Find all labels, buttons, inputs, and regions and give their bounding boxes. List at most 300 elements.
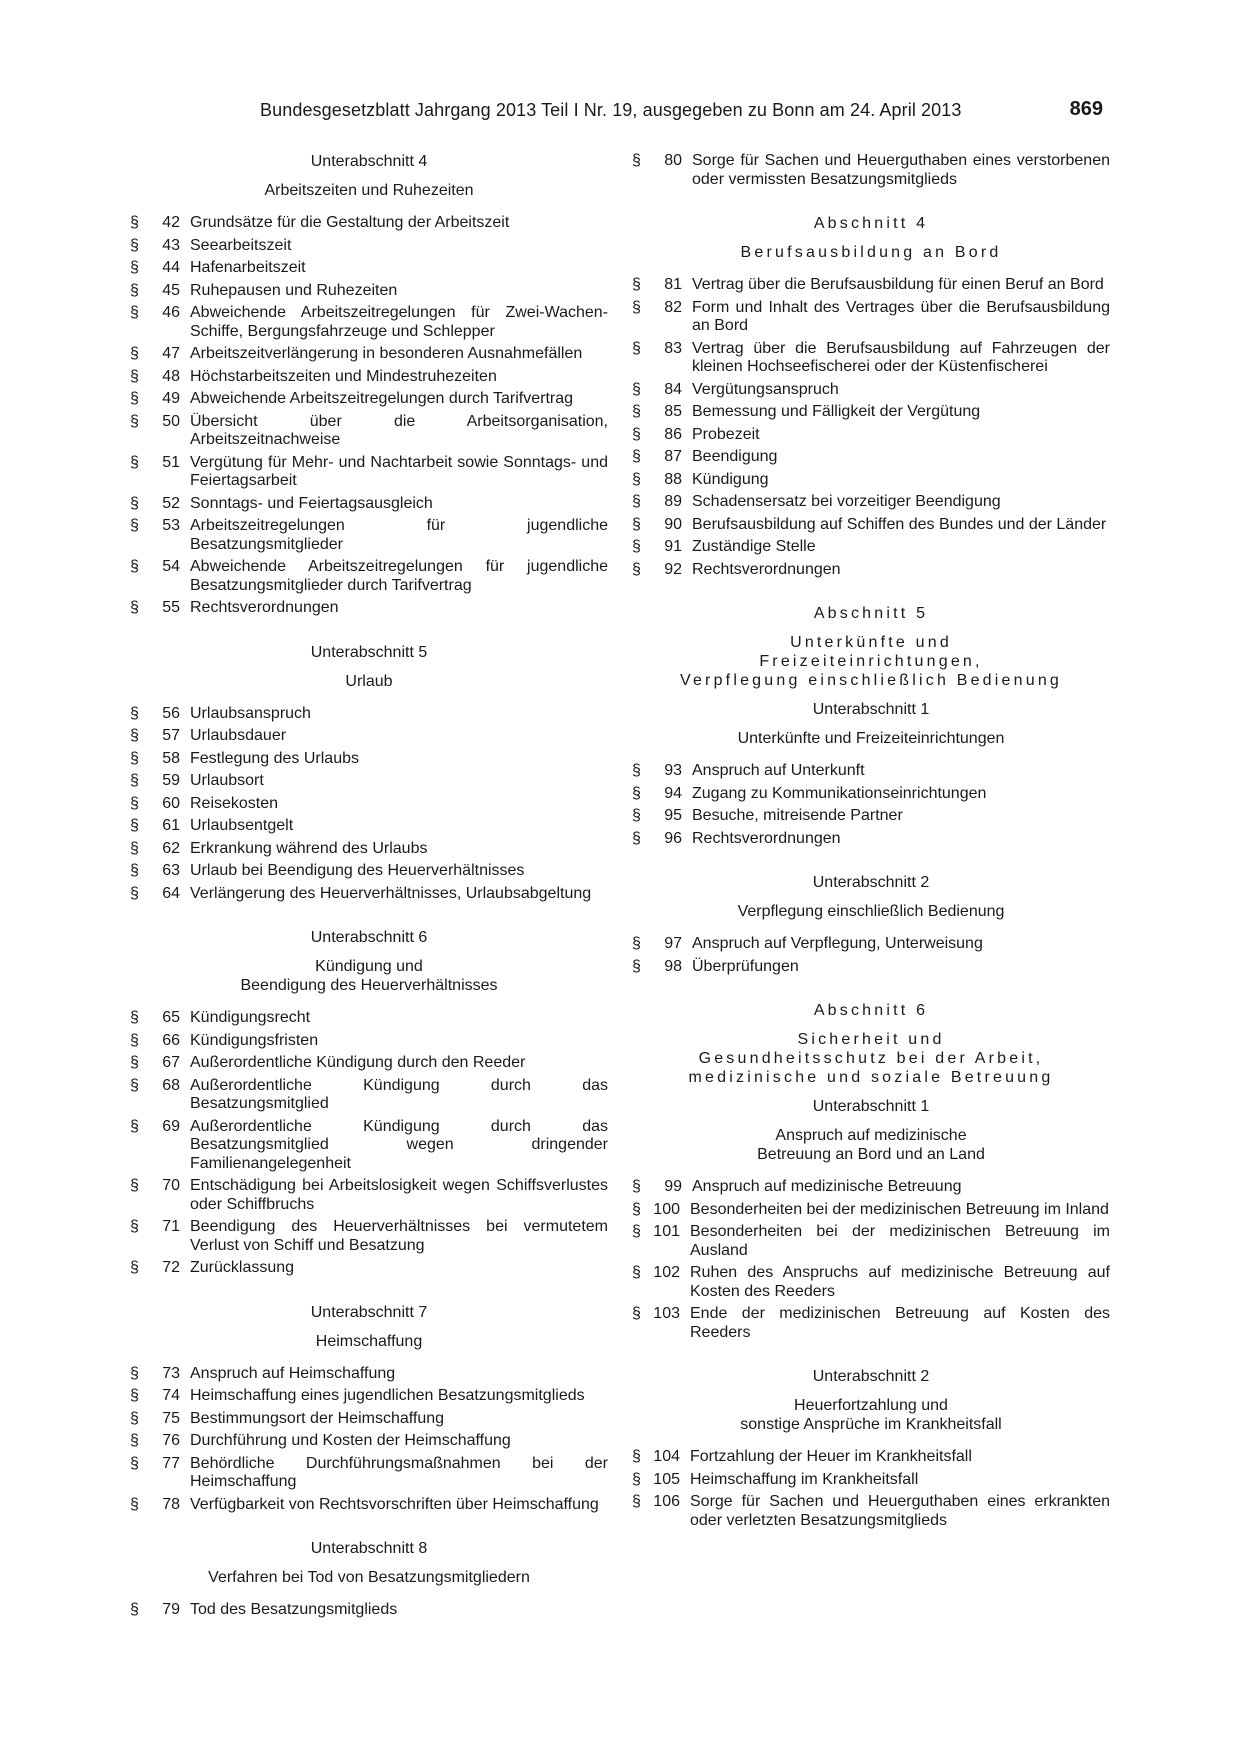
toc-entry: [632, 448, 1110, 467]
toc-entry: [632, 276, 1110, 295]
paragraph-title: Verfügbarkeit von Rechtsvorschriften über Heimschaffung: [190, 1495, 599, 1513]
paragraph-symbol: §: [632, 1448, 641, 1465]
paragraph-number: 100: [653, 1200, 680, 1218]
toc-entry: [130, 1009, 608, 1028]
paragraph-number: 102: [653, 1264, 680, 1281]
heading-line: Abschnitt 6: [813, 1002, 929, 1019]
paragraph-symbol: §: [130, 453, 139, 471]
paragraph-symbol: §: [130, 1054, 139, 1071]
paragraph-symbol: §: [130, 884, 139, 902]
subsection-heading: [130, 957, 608, 995]
paragraph-symbol: §: [632, 807, 641, 824]
toc-entry: [130, 282, 608, 301]
paragraph-title: Außerordentliche Kündigung durch das Besatzungsmitglied wegen dringender Familienangelegenheit: [190, 1117, 608, 1172]
paragraph-number: 89: [664, 493, 682, 510]
toc-entry: [130, 1365, 608, 1384]
paragraph-symbol: §: [632, 1178, 641, 1195]
paragraph-number: 83: [664, 339, 682, 357]
paragraph-symbol: §: [130, 1601, 139, 1618]
toc-entry: [130, 304, 608, 341]
paragraph-symbol: §: [632, 1200, 641, 1218]
toc-entry: [130, 558, 608, 595]
subsection-heading: [130, 928, 608, 947]
subsection-heading: [632, 1396, 1110, 1434]
paragraph-symbol: §: [130, 1259, 139, 1276]
paragraph-symbol: §: [130, 1076, 139, 1094]
toc-entry: [632, 471, 1110, 490]
paragraph-title: Urlaubsanspruch: [190, 704, 311, 722]
paragraph-title: Vertrag über die Berufsausbildung auf Fahrzeugen der kleinen Hochseefischerei oder der Küstenfischerei: [692, 339, 1110, 375]
section-heading: [632, 243, 1110, 262]
paragraph-number: 101: [653, 1223, 680, 1240]
paragraph-title: Fortzahlung der Heuer im Krankheitsfall: [690, 1448, 972, 1465]
paragraph-title: Hafenarbeitszeit: [190, 259, 306, 276]
paragraph-title: Grundsätze für die Gestaltung der Arbeitszeit: [190, 214, 510, 231]
toc-entry: [130, 1259, 608, 1278]
heading-line: Unterkünfte und: [790, 634, 952, 651]
paragraph-symbol: §: [632, 1493, 641, 1510]
subsection-heading: [130, 181, 608, 200]
heading-line: Abschnitt 5: [813, 605, 929, 622]
paragraph-title: Bestimmungsort der Heimschaffung: [190, 1409, 445, 1427]
paragraph-symbol: §: [632, 380, 641, 398]
heading-line: Freizeiteinrichtungen,: [759, 653, 983, 670]
paragraph-title: Zugang zu Kommunikationseinrichtungen: [692, 784, 987, 802]
paragraph-symbol: §: [632, 448, 641, 465]
toc-left-column: [130, 152, 608, 1620]
section-heading: [632, 214, 1110, 233]
paragraph-title: Anspruch auf medizinische Betreuung: [692, 1178, 962, 1195]
subsection-heading: [130, 1332, 608, 1351]
paragraph-symbol: §: [130, 1432, 139, 1449]
section-heading: [632, 633, 1110, 690]
paragraph-title: Seearbeitszeit: [190, 236, 292, 254]
toc-entry: [130, 1455, 608, 1492]
toc-entry: [130, 817, 608, 836]
toc-entry: [632, 1223, 1110, 1260]
paragraph-number: 59: [162, 772, 180, 789]
paragraph-number: 74: [162, 1387, 180, 1404]
paragraph-symbol: §: [130, 862, 139, 879]
paragraph-symbol: §: [632, 1223, 641, 1240]
toc-entry: [130, 862, 608, 881]
toc-entry: [130, 705, 608, 724]
paragraph-number: 79: [162, 1601, 180, 1618]
paragraph-number: 66: [162, 1031, 180, 1049]
toc-entry: [632, 493, 1110, 512]
paragraph-number: 72: [162, 1259, 180, 1276]
toc-entry: [632, 785, 1110, 804]
paragraph-number: 75: [162, 1409, 180, 1427]
heading-line: Beendigung des Heuerverhältnisses: [240, 977, 498, 994]
paragraph-number: 50: [162, 412, 180, 430]
heading-line: Verpflegung einschließlich Bedienung: [737, 903, 1005, 920]
paragraph-symbol: §: [130, 704, 139, 722]
paragraph-title: Festlegung des Urlaubs: [190, 749, 359, 767]
paragraph-number: 98: [664, 957, 682, 975]
toc-entry: [632, 830, 1110, 849]
toc-entry: [632, 381, 1110, 400]
paragraph-title: Besuche, mitreisende Partner: [692, 807, 903, 824]
subsection-heading: [130, 152, 608, 171]
paragraph-number: 99: [664, 1178, 682, 1195]
heading-line: Verfahren bei Tod von Besatzungsmitgliedern: [208, 1569, 530, 1586]
paragraph-title: Rechtsverordnungen: [692, 560, 841, 578]
paragraph-number: 57: [162, 727, 180, 744]
toc-entry: [130, 1177, 608, 1214]
heading-line: Unterkünfte und Freizeiteinrichtungen: [737, 730, 1005, 747]
heading-line: Gesundheitsschutz bei der Arbeit,: [698, 1050, 1044, 1067]
paragraph-symbol: §: [632, 784, 641, 802]
paragraph-title: Zuständige Stelle: [692, 538, 816, 555]
heading-line: Unterabschnitt 1: [812, 701, 930, 718]
paragraph-number: 53: [162, 517, 180, 534]
paragraph-title: Arbeitszeitregelungen für jugendliche Besatzungsmitglieder: [190, 517, 608, 553]
subsection-heading: [632, 1126, 1110, 1164]
subsection-heading: [632, 729, 1110, 748]
paragraph-number: 62: [162, 839, 180, 857]
paragraph-number: 58: [162, 749, 180, 767]
subsection-heading: [130, 1303, 608, 1322]
toc-entry: [130, 517, 608, 554]
paragraph-symbol: §: [130, 817, 139, 834]
paragraph-number: 46: [162, 304, 180, 321]
page-header: Bundesgesetzblatt Jahrgang 2013 Teil I Nr. 19, ausgegeben zu Bonn am 24. April 2013: [260, 100, 962, 120]
paragraph-symbol: §: [632, 935, 641, 952]
paragraph-number: 42: [162, 214, 180, 231]
paragraph-number: 48: [162, 367, 180, 385]
paragraph-symbol: §: [632, 152, 641, 169]
toc-entry: [130, 345, 608, 364]
section-heading: [632, 1030, 1110, 1087]
heading-line: Unterabschnitt 8: [310, 1540, 428, 1557]
paragraph-symbol: §: [632, 829, 641, 847]
heading-line: Unterabschnitt 2: [812, 1368, 930, 1385]
subsection-heading: [130, 1568, 608, 1587]
paragraph-number: 56: [162, 704, 180, 722]
paragraph-symbol: §: [632, 560, 641, 578]
paragraph-symbol: §: [130, 345, 139, 362]
paragraph-title: Abweichende Arbeitszeitregelungen für jugendliche Besatzungsmitglieder durch Tarifvertrag: [190, 558, 608, 594]
toc-entry: [130, 750, 608, 769]
heading-line: Unterabschnitt 5: [310, 643, 428, 661]
heading-line: medizinische und soziale Betreuung: [688, 1069, 1054, 1086]
toc-entry: [130, 1054, 608, 1073]
paragraph-number: 104: [653, 1448, 680, 1465]
subsection-heading: [632, 1097, 1110, 1116]
subsection-heading: [130, 672, 608, 691]
paragraph-number: 80: [664, 152, 682, 169]
paragraph-title: Abweichende Arbeitszeitregelungen für Zwei-Wachen-Schiffe, Bergungsfahrzeuge und Schlepper: [190, 304, 608, 340]
paragraph-symbol: §: [130, 1031, 139, 1049]
toc-entry: [130, 390, 608, 409]
paragraph-symbol: §: [130, 281, 139, 299]
toc-entry: [130, 772, 608, 791]
paragraph-symbol: §: [130, 1409, 139, 1427]
toc-entry: [632, 152, 1110, 189]
paragraph-number: 81: [664, 276, 682, 293]
paragraph-title: Bemessung und Fälligkeit der Vergütung: [692, 403, 981, 420]
toc-entry: [130, 1432, 608, 1451]
paragraph-number: 87: [664, 448, 682, 465]
paragraph-number: 77: [162, 1454, 180, 1472]
paragraph-symbol: §: [632, 276, 641, 293]
paragraph-symbol: §: [632, 298, 641, 316]
paragraph-symbol: §: [130, 1495, 139, 1513]
paragraph-number: 71: [162, 1218, 180, 1235]
paragraph-symbol: §: [130, 236, 139, 254]
paragraph-title: Anspruch auf Verpflegung, Unterweisung: [692, 935, 983, 952]
paragraph-title: Kündigungsfristen: [190, 1031, 319, 1049]
paragraph-number: 86: [664, 425, 682, 443]
paragraph-symbol: §: [632, 493, 641, 510]
paragraph-title: Tod des Besatzungsmitglieds: [190, 1601, 398, 1618]
toc-right-column: [632, 152, 1110, 1530]
subsection-heading: [632, 700, 1110, 719]
toc-entry: [632, 516, 1110, 535]
paragraph-number: 88: [664, 470, 682, 488]
toc-entry: [632, 935, 1110, 954]
heading-line: Abschnitt 4: [813, 215, 929, 232]
section-heading: [632, 1001, 1110, 1020]
paragraph-symbol: §: [130, 1177, 139, 1194]
paragraph-title: Übersicht über die Arbeitsorganisation, Arbeitszeitnachweise: [190, 412, 608, 448]
toc-entry: [130, 1387, 608, 1406]
paragraph-symbol: §: [632, 1305, 641, 1322]
paragraph-symbol: §: [632, 957, 641, 975]
toc-entry: [632, 958, 1110, 977]
paragraph-number: 60: [162, 794, 180, 812]
paragraph-title: Berufsausbildung auf Schiffen des Bundes und der Länder: [692, 515, 1107, 533]
paragraph-title: Abweichende Arbeitszeitregelungen durch Tarifvertrag: [190, 390, 574, 407]
paragraph-number: 91: [664, 538, 682, 555]
toc-entry: [130, 259, 608, 278]
heading-line: Verpflegung einschließlich Bedienung: [679, 672, 1063, 689]
paragraph-symbol: §: [130, 1218, 139, 1235]
heading-line: Unterabschnitt 2: [812, 874, 930, 891]
paragraph-title: Höchstarbeitszeiten und Mindestruhezeiten: [190, 367, 497, 385]
paragraph-title: Beendigung: [692, 448, 778, 465]
paragraph-number: 92: [664, 560, 682, 578]
paragraph-number: 47: [162, 345, 180, 362]
toc-entry: [632, 426, 1110, 445]
paragraph-title: Vergütung für Mehr- und Nachtarbeit sowie Sonntags- und Feiertagsarbeit: [190, 453, 608, 489]
paragraph-symbol: §: [632, 470, 641, 488]
paragraph-number: 52: [162, 494, 180, 512]
paragraph-number: 63: [162, 862, 180, 879]
toc-entry: [130, 1032, 608, 1051]
paragraph-number: 93: [664, 762, 682, 779]
paragraph-symbol: §: [130, 1009, 139, 1026]
paragraph-number: 78: [162, 1495, 180, 1513]
paragraph-number: 90: [664, 515, 682, 533]
paragraph-symbol: §: [130, 794, 139, 812]
paragraph-symbol: §: [632, 403, 641, 420]
toc-entry: [632, 807, 1110, 826]
paragraph-symbol: §: [130, 599, 139, 616]
heading-line: sonstige Ansprüche im Krankheitsfall: [740, 1416, 1002, 1433]
paragraph-symbol: §: [130, 1117, 139, 1135]
toc-entry: [632, 1493, 1110, 1530]
toc-entry: [130, 1077, 608, 1114]
toc-entry: [130, 454, 608, 491]
paragraph-number: 43: [162, 236, 180, 254]
heading-line: Betreuung an Bord und an Land: [757, 1146, 985, 1163]
paragraph-symbol: §: [130, 517, 139, 534]
subsection-heading: [632, 1367, 1110, 1386]
paragraph-title: Sorge für Sachen und Heuerguthaben eines erkrankten oder verletzten Besatzungsmitglieds: [690, 1493, 1110, 1529]
subsection-heading: [130, 643, 608, 662]
paragraph-title: Probezeit: [692, 425, 760, 443]
paragraph-title: Außerordentliche Kündigung durch den Reeder: [190, 1054, 526, 1071]
paragraph-title: Kündigungsrecht: [190, 1009, 311, 1026]
paragraph-symbol: §: [130, 749, 139, 767]
heading-line: Arbeitszeiten und Ruhezeiten: [264, 182, 474, 199]
toc-entry: [632, 403, 1110, 422]
section-heading: [632, 604, 1110, 623]
paragraph-symbol: §: [130, 494, 139, 512]
paragraph-symbol: §: [130, 390, 139, 407]
paragraph-symbol: §: [632, 1470, 641, 1488]
toc-entry: [130, 1496, 608, 1515]
paragraph-title: Zurücklassung: [190, 1259, 295, 1276]
paragraph-number: 97: [664, 935, 682, 952]
paragraph-title: Urlaubsentgelt: [190, 817, 294, 834]
paragraph-number: 67: [162, 1054, 180, 1071]
toc-entry: [130, 368, 608, 387]
toc-entry: [130, 1118, 608, 1174]
toc-entry: [632, 340, 1110, 377]
paragraph-title: Ruhepausen und Ruhezeiten: [190, 281, 398, 299]
paragraph-number: 61: [162, 817, 180, 834]
heading-line: Unterabschnitt 7: [310, 1303, 428, 1321]
paragraph-number: 51: [162, 453, 180, 471]
paragraph-title: Ende der medizinischen Betreuung auf Kosten des Reeders: [690, 1305, 1110, 1341]
heading-line: Urlaub: [345, 672, 393, 690]
paragraph-title: Rechtsverordnungen: [190, 599, 339, 616]
toc-entry: [130, 495, 608, 514]
heading-line: Unterabschnitt 1: [812, 1098, 930, 1115]
toc-entry: [130, 1410, 608, 1429]
paragraph-title: Sonntags- und Feiertagsausgleich: [190, 494, 433, 512]
paragraph-title: Schadensersatz bei vorzeitiger Beendigung: [692, 493, 1001, 510]
heading-line: Kündigung und: [315, 958, 423, 975]
paragraph-number: 76: [162, 1432, 180, 1449]
subsection-heading: [130, 1539, 608, 1558]
toc-entry: [130, 840, 608, 859]
paragraph-title: Entschädigung bei Arbeitslosigkeit wegen Schiffsverlustes oder Schiffbruchs: [190, 1177, 608, 1213]
heading-line: Heuerfortzahlung und: [794, 1397, 948, 1414]
paragraph-title: Überprüfungen: [692, 957, 799, 975]
paragraph-symbol: §: [130, 214, 139, 231]
toc-entry: [130, 795, 608, 814]
paragraph-title: Besonderheiten bei der medizinischen Betreuung im Inland: [690, 1200, 1109, 1218]
paragraph-title: Form und Inhalt des Vertrages über die Berufsausbildung an Bord: [692, 298, 1110, 334]
paragraph-title: Durchführung und Kosten der Heimschaffung: [190, 1432, 511, 1449]
paragraph-symbol: §: [130, 367, 139, 385]
paragraph-symbol: §: [632, 339, 641, 357]
paragraph-title: Reisekosten: [190, 794, 279, 812]
toc-entry: [632, 1201, 1110, 1220]
paragraph-title: Heimschaffung eines jugendlichen Besatzungsmitglieds: [190, 1387, 585, 1404]
toc-entry: [632, 1264, 1110, 1301]
heading-line: Unterabschnitt 6: [310, 929, 428, 946]
toc-entry: [130, 1218, 608, 1255]
subsection-heading: [632, 873, 1110, 892]
paragraph-number: 68: [162, 1076, 180, 1094]
toc-entry: [632, 1448, 1110, 1467]
paragraph-title: Rechtsverordnungen: [692, 829, 841, 847]
paragraph-title: Besonderheiten bei der medizinischen Betreuung im Ausland: [690, 1223, 1110, 1259]
paragraph-number: 105: [653, 1470, 680, 1488]
paragraph-title: Behördliche Durchführungsmaßnahmen bei der Heimschaffung: [190, 1454, 608, 1490]
toc-entry: [130, 1601, 608, 1620]
paragraph-symbol: §: [632, 762, 641, 779]
paragraph-number: 106: [653, 1493, 680, 1510]
paragraph-symbol: §: [130, 839, 139, 857]
paragraph-title: Verlängerung des Heuerverhältnisses, Urlaubsabgeltung: [190, 884, 592, 902]
page-number: 869: [1069, 98, 1103, 120]
toc-entry: [632, 1305, 1110, 1342]
paragraph-number: 95: [664, 807, 682, 824]
paragraph-symbol: §: [130, 1387, 139, 1404]
paragraph-title: Außerordentliche Kündigung durch das Besatzungsmitglied: [190, 1076, 608, 1112]
paragraph-number: 54: [162, 558, 180, 575]
paragraph-symbol: §: [130, 772, 139, 789]
paragraph-number: 49: [162, 390, 180, 407]
paragraph-number: 65: [162, 1009, 180, 1026]
paragraph-number: 64: [162, 884, 180, 902]
paragraph-title: Beendigung des Heuerverhältnisses bei vermutetem Verlust von Schiff und Besatzung: [190, 1218, 608, 1254]
heading-line: Berufsausbildung an Bord: [740, 244, 1002, 261]
paragraph-number: 55: [162, 599, 180, 616]
paragraph-number: 96: [664, 829, 682, 847]
paragraph-title: Kündigung: [692, 470, 769, 488]
toc-entry: [632, 762, 1110, 781]
paragraph-symbol: §: [130, 1454, 139, 1472]
paragraph-number: 84: [664, 380, 682, 398]
paragraph-number: 82: [664, 298, 682, 316]
paragraph-symbol: §: [130, 1364, 139, 1382]
paragraph-title: Anspruch auf Heimschaffung: [190, 1364, 396, 1382]
toc-entry: [632, 299, 1110, 336]
toc-entry: [632, 1178, 1110, 1197]
paragraph-title: Urlaub bei Beendigung des Heuerverhältnisses: [190, 862, 525, 879]
heading-line: Unterabschnitt 4: [310, 153, 428, 170]
paragraph-title: Vergütungsanspruch: [692, 380, 839, 398]
paragraph-number: 85: [664, 403, 682, 420]
paragraph-title: Erkrankung während des Urlaubs: [190, 839, 428, 857]
paragraph-title: Vertrag über die Berufsausbildung für einen Beruf an Bord: [692, 276, 1104, 293]
toc-entry: [130, 413, 608, 450]
heading-line: Anspruch auf medizinische: [775, 1127, 967, 1144]
paragraph-number: 44: [162, 259, 180, 276]
toc-entry: [130, 237, 608, 256]
paragraph-number: 94: [664, 784, 682, 802]
paragraph-title: Urlaubsdauer: [190, 727, 287, 744]
paragraph-number: 69: [162, 1117, 180, 1135]
toc-entry: [130, 885, 608, 904]
paragraph-number: 73: [162, 1364, 180, 1382]
toc-entry: [632, 1471, 1110, 1490]
paragraph-symbol: §: [130, 412, 139, 430]
toc-entry: [130, 214, 608, 233]
paragraph-symbol: §: [130, 558, 139, 575]
paragraph-number: 103: [653, 1305, 680, 1322]
paragraph-symbol: §: [632, 425, 641, 443]
paragraph-symbol: §: [632, 1264, 641, 1281]
paragraph-title: Heimschaffung im Krankheitsfall: [690, 1470, 919, 1488]
